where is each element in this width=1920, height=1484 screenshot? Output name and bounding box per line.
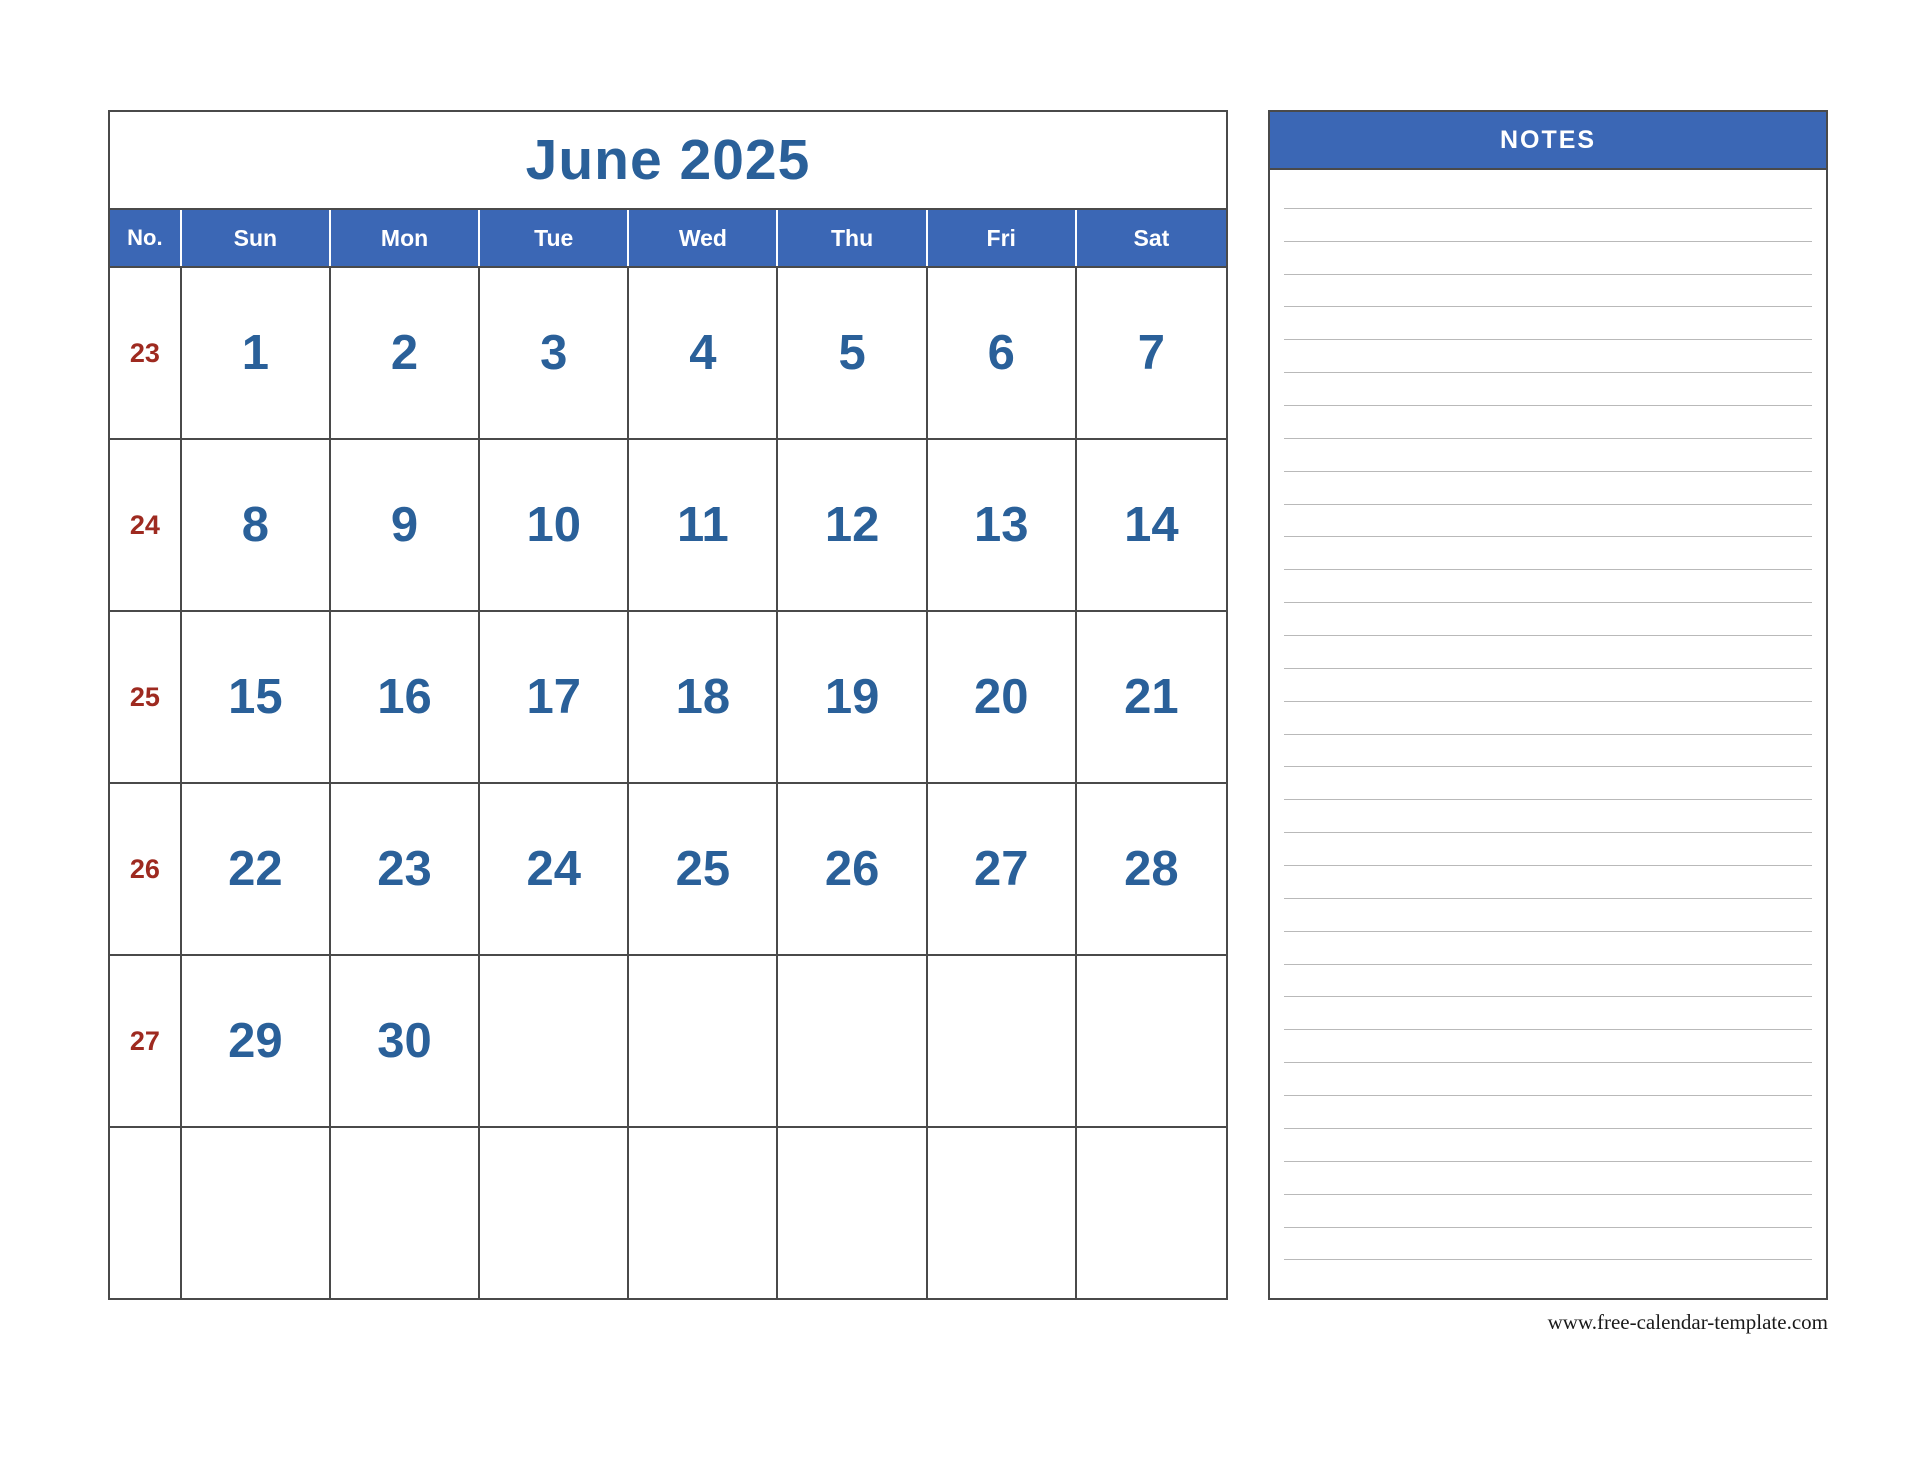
week-number-cell xyxy=(110,1128,182,1298)
note-line[interactable] xyxy=(1284,735,1812,768)
header-day-tue: Tue xyxy=(480,210,629,266)
calendar-header-row xyxy=(110,210,1226,268)
note-line[interactable] xyxy=(1284,209,1812,242)
day-cell[interactable]: 14 xyxy=(1124,498,1179,552)
note-line[interactable] xyxy=(1284,439,1812,472)
day-cell[interactable]: 13 xyxy=(928,440,1077,610)
note-line[interactable] xyxy=(1284,1096,1812,1129)
note-line[interactable] xyxy=(1284,1195,1812,1228)
week-number-cell: 26 xyxy=(110,784,182,954)
header-day-wed: Wed xyxy=(629,210,778,266)
calendar-week-row xyxy=(110,784,1226,956)
day-cell[interactable]: 21 xyxy=(1124,670,1179,724)
footer-url: www.free-calendar-template.com xyxy=(1547,1310,1828,1334)
day-cell[interactable] xyxy=(331,1128,480,1298)
note-line[interactable] xyxy=(1284,833,1812,866)
calendar-panel xyxy=(108,110,1228,1300)
note-line[interactable] xyxy=(1284,1129,1812,1162)
day-cell[interactable]: 2 xyxy=(331,268,480,438)
day-cell[interactable]: 3 xyxy=(480,268,629,438)
note-line[interactable] xyxy=(1284,636,1812,669)
note-line[interactable] xyxy=(1284,340,1812,373)
day-cell[interactable]: 15 xyxy=(182,612,331,782)
header-day-thu: Thu xyxy=(778,210,927,266)
calendar-week-row xyxy=(110,956,1226,1128)
header-day-sat: Sat xyxy=(1133,224,1170,251)
header-day-sun: Sun xyxy=(182,210,331,266)
day-cell[interactable]: 17 xyxy=(480,612,629,782)
note-line[interactable] xyxy=(1284,176,1812,209)
day-cell[interactable]: 28 xyxy=(1124,842,1179,896)
note-line[interactable] xyxy=(1284,307,1812,340)
day-cell[interactable]: 8 xyxy=(182,440,331,610)
day-cell[interactable]: 7 xyxy=(1137,326,1166,380)
month-year-label: June 2025 xyxy=(525,128,811,192)
day-cell[interactable]: 29 xyxy=(182,956,331,1126)
calendar-week-row xyxy=(110,440,1226,612)
day-cell[interactable]: 5 xyxy=(778,268,927,438)
note-line[interactable] xyxy=(1284,242,1812,275)
day-cell[interactable]: 10 xyxy=(480,440,629,610)
note-line[interactable] xyxy=(1284,505,1812,538)
note-line[interactable] xyxy=(1284,537,1812,570)
day-cell[interactable]: 4 xyxy=(629,268,778,438)
day-cell[interactable]: 26 xyxy=(778,784,927,954)
day-cell[interactable] xyxy=(480,956,629,1126)
day-cell[interactable] xyxy=(778,1128,927,1298)
day-cell[interactable] xyxy=(778,956,927,1126)
notes-panel xyxy=(1268,110,1828,1300)
note-line[interactable] xyxy=(1284,702,1812,735)
day-cell[interactable]: 19 xyxy=(778,612,927,782)
note-line[interactable] xyxy=(1284,406,1812,439)
note-line[interactable] xyxy=(1284,997,1812,1030)
calendar-title xyxy=(110,112,1226,210)
week-number-cell: 25 xyxy=(110,612,182,782)
calendar-week-row xyxy=(110,268,1226,440)
calendar-body xyxy=(110,268,1226,1298)
day-cell[interactable]: 24 xyxy=(480,784,629,954)
day-cell[interactable]: 11 xyxy=(629,440,778,610)
note-line[interactable] xyxy=(1284,932,1812,965)
notes-lines-area[interactable] xyxy=(1270,170,1826,1298)
note-line[interactable] xyxy=(1284,669,1812,702)
note-line[interactable] xyxy=(1284,965,1812,998)
day-cell[interactable]: 16 xyxy=(331,612,480,782)
day-cell[interactable]: 18 xyxy=(629,612,778,782)
header-day-mon: Mon xyxy=(331,210,480,266)
notes-title: NOTES xyxy=(1270,112,1826,170)
day-cell[interactable]: 30 xyxy=(331,956,480,1126)
note-line[interactable] xyxy=(1284,899,1812,932)
header-week-number: No. xyxy=(110,210,182,266)
week-number-cell: 24 xyxy=(110,440,182,610)
day-cell[interactable] xyxy=(1077,956,1226,1126)
note-line[interactable] xyxy=(1284,275,1812,308)
header-day-fri: Fri xyxy=(928,210,1077,266)
day-cell[interactable]: 27 xyxy=(928,784,1077,954)
note-line[interactable] xyxy=(1284,1030,1812,1063)
note-line[interactable] xyxy=(1284,1162,1812,1195)
day-cell[interactable]: 22 xyxy=(182,784,331,954)
day-cell[interactable] xyxy=(928,1128,1077,1298)
note-line[interactable] xyxy=(1284,570,1812,603)
day-cell[interactable] xyxy=(480,1128,629,1298)
note-line[interactable] xyxy=(1284,1228,1812,1261)
note-line[interactable] xyxy=(1284,472,1812,505)
note-line[interactable] xyxy=(1284,767,1812,800)
day-cell[interactable]: 12 xyxy=(778,440,927,610)
day-cell[interactable] xyxy=(629,1128,778,1298)
day-cell[interactable] xyxy=(182,1128,331,1298)
week-number-cell: 23 xyxy=(110,268,182,438)
day-cell[interactable]: 23 xyxy=(331,784,480,954)
week-number-cell: 27 xyxy=(110,956,182,1126)
day-cell[interactable]: 25 xyxy=(629,784,778,954)
note-line[interactable] xyxy=(1284,603,1812,636)
calendar-week-row xyxy=(110,612,1226,784)
day-cell[interactable]: 20 xyxy=(928,612,1077,782)
day-cell[interactable] xyxy=(629,956,778,1126)
day-cell[interactable] xyxy=(1077,1128,1226,1298)
note-line[interactable] xyxy=(1284,800,1812,833)
day-cell[interactable]: 1 xyxy=(182,268,331,438)
note-line[interactable] xyxy=(1284,373,1812,406)
day-cell[interactable] xyxy=(928,956,1077,1126)
calendar-week-row xyxy=(110,1128,1226,1298)
day-cell[interactable]: 9 xyxy=(331,440,480,610)
note-line[interactable] xyxy=(1284,866,1812,899)
day-cell[interactable]: 6 xyxy=(928,268,1077,438)
note-line[interactable] xyxy=(1284,1063,1812,1096)
note-line[interactable] xyxy=(1284,1260,1812,1292)
